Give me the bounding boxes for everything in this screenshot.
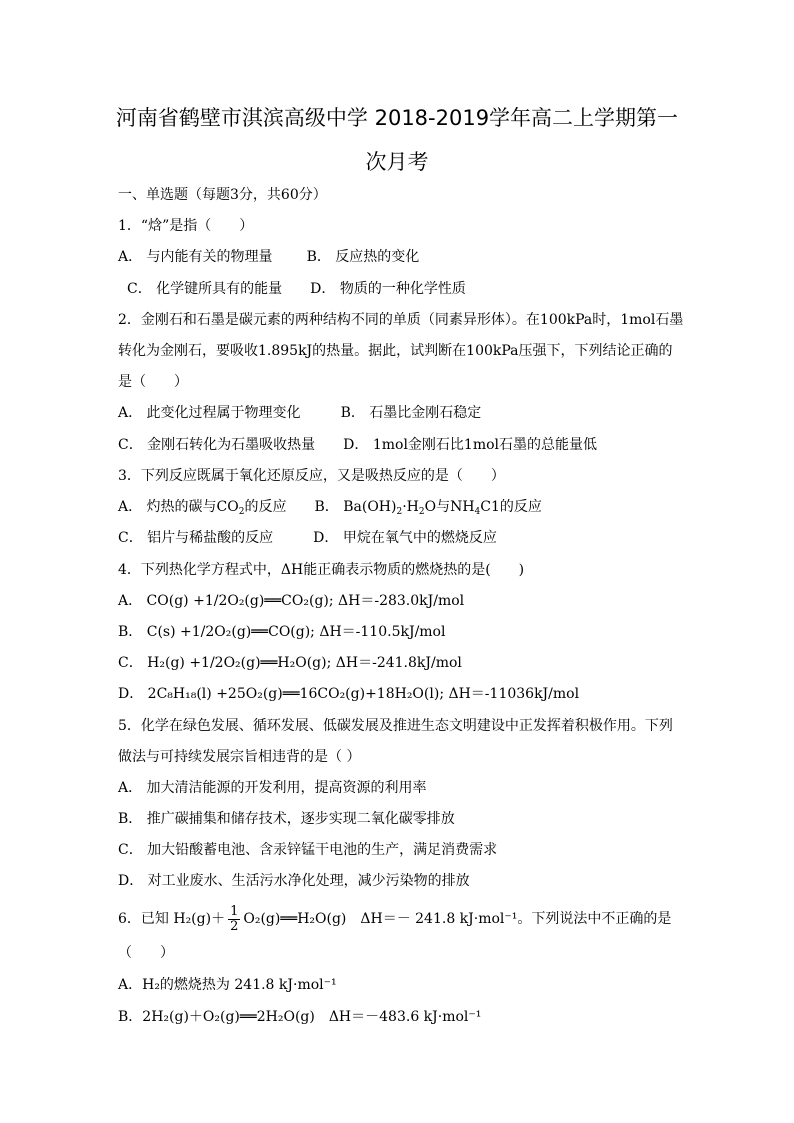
q2-option-c: C． 金刚石转化为石墨吸收热量: [118, 437, 316, 453]
doc-title-line-2: 次月考: [365, 150, 429, 174]
q3-stem: 3．下列反应既属于氧化还原反应，又是吸热反应的是（ ）: [118, 468, 505, 484]
q1-option-b: B． 反应热的变化: [306, 249, 420, 265]
q6-option-b: B．2H₂(g)＋O₂(g)══2H₂O(g) ΔH＝－483.6 kJ·mol⁻¹: [118, 1009, 482, 1025]
q2-stem-line-3: 是（ ）: [118, 374, 188, 390]
q2-option-b: B． 石墨比金刚石稳定: [340, 405, 482, 421]
q2-option-d: D． 1mol金刚石比1mol石墨的总能量低: [343, 437, 598, 453]
doc-title-line-1: 河南省鹤壁市淇滨高级中学 2018-2019学年高二上学期第一: [115, 106, 679, 130]
q1-option-d: D． 物质的一种化学性质: [310, 281, 466, 297]
q5-stem-line-2: 做法与可持续发展宗旨相违背的是（ ）: [118, 749, 361, 765]
q2-stem-line-2: 转化为金刚石，要吸收1.895kJ的热量。据此，试判断在100kPa压强下，下列结论正确的: [118, 343, 673, 359]
q4-stem: 4．下列热化学方程式中，ΔH能正确表示物质的燃烧热的是( ): [118, 562, 525, 578]
q3-options-ab: [118, 497, 542, 517]
one-half-fraction: $\frac{1}{2}$: [230, 903, 239, 934]
q6-stem-line-1: 6．已知 H₂(g)＋ $\frac{1}{2}$ O₂(g)══H₂O(g) ΔH＝－ 241.8 kJ·mol⁻¹。下列说法中不正确的是: [118, 903, 672, 934]
q4-option-c: C． H₂(g) +1/2O₂(g)══H₂O(g); ΔH＝-241.8kJ/mol: [118, 655, 462, 671]
q5-option-a: A． 加大清洁能源的开发利用，提高资源的利用率: [118, 780, 427, 796]
q1-options-ab: [118, 247, 419, 267]
q4-option-a: A． CO(g) +1/2O₂(g)══CO₂(g); ΔH＝-283.0kJ/mol: [118, 593, 465, 609]
q6-stem-line-2: （ ）: [118, 945, 174, 961]
q3-option-d: D． 甲烷在氧气中的燃烧反应: [313, 530, 497, 546]
q1-option-c: C． 化学键所具有的能量: [127, 281, 283, 297]
section-heading: 一、单选题（每题3分，共60分）: [118, 187, 327, 203]
q2-option-a: A． 此变化过程属于物理变化: [118, 405, 301, 421]
q2-options-cd: [118, 435, 597, 455]
q4-option-b: B． C(s) +1/2O₂(g)══CO(g); ΔH＝-110.5kJ/mol: [118, 624, 446, 640]
q5-stem-line-1: 5．化学在绿色发展、循环发展、低碳发展及推进生态文明建设中正发挥着积极作用。下列: [118, 718, 673, 734]
q1-stem: 1．“焓”是指（ ）: [118, 218, 254, 234]
q3-option-c: C． 铝片与稀盐酸的反应: [118, 530, 274, 546]
q5-option-c: C． 加大铅酸蓄电池、含汞锌锰干电池的生产，满足消费需求: [118, 842, 498, 858]
q6-option-a: A．H₂的燃烧热为 241.8 kJ·mol⁻¹: [118, 977, 337, 993]
q5-option-d: D． 对工业废水、生活污水净化处理，减少污染物的排放: [118, 873, 470, 889]
q2-options-ab: [118, 403, 481, 423]
q4-option-d: D． 2C₈H₁₈(l) +25O₂(g)══16CO₂(g)+18H₂O(l); ΔH＝-11036kJ/mol: [118, 686, 580, 702]
q2-stem-line-1: 2．金刚石和石墨是碳元素的两种结构不同的单质（同素异形体）。在100kPa时，1mol石墨: [118, 312, 684, 328]
q3-options-cd: [118, 528, 497, 548]
q1-options-cd: [127, 279, 466, 299]
q3-option-b: B． $Ba(OH)_2\cdot H_2O$与$NH_4C1$的反应: [314, 499, 542, 517]
q3-option-a: A． 灼热的碳与$CO_2$的反应: [118, 499, 287, 517]
q5-option-b: B． 推广碳捕集和储存技术，逐步实现二氧化碳零排放: [118, 811, 455, 827]
q1-option-a: A． 与内能有关的物理量: [118, 249, 273, 265]
